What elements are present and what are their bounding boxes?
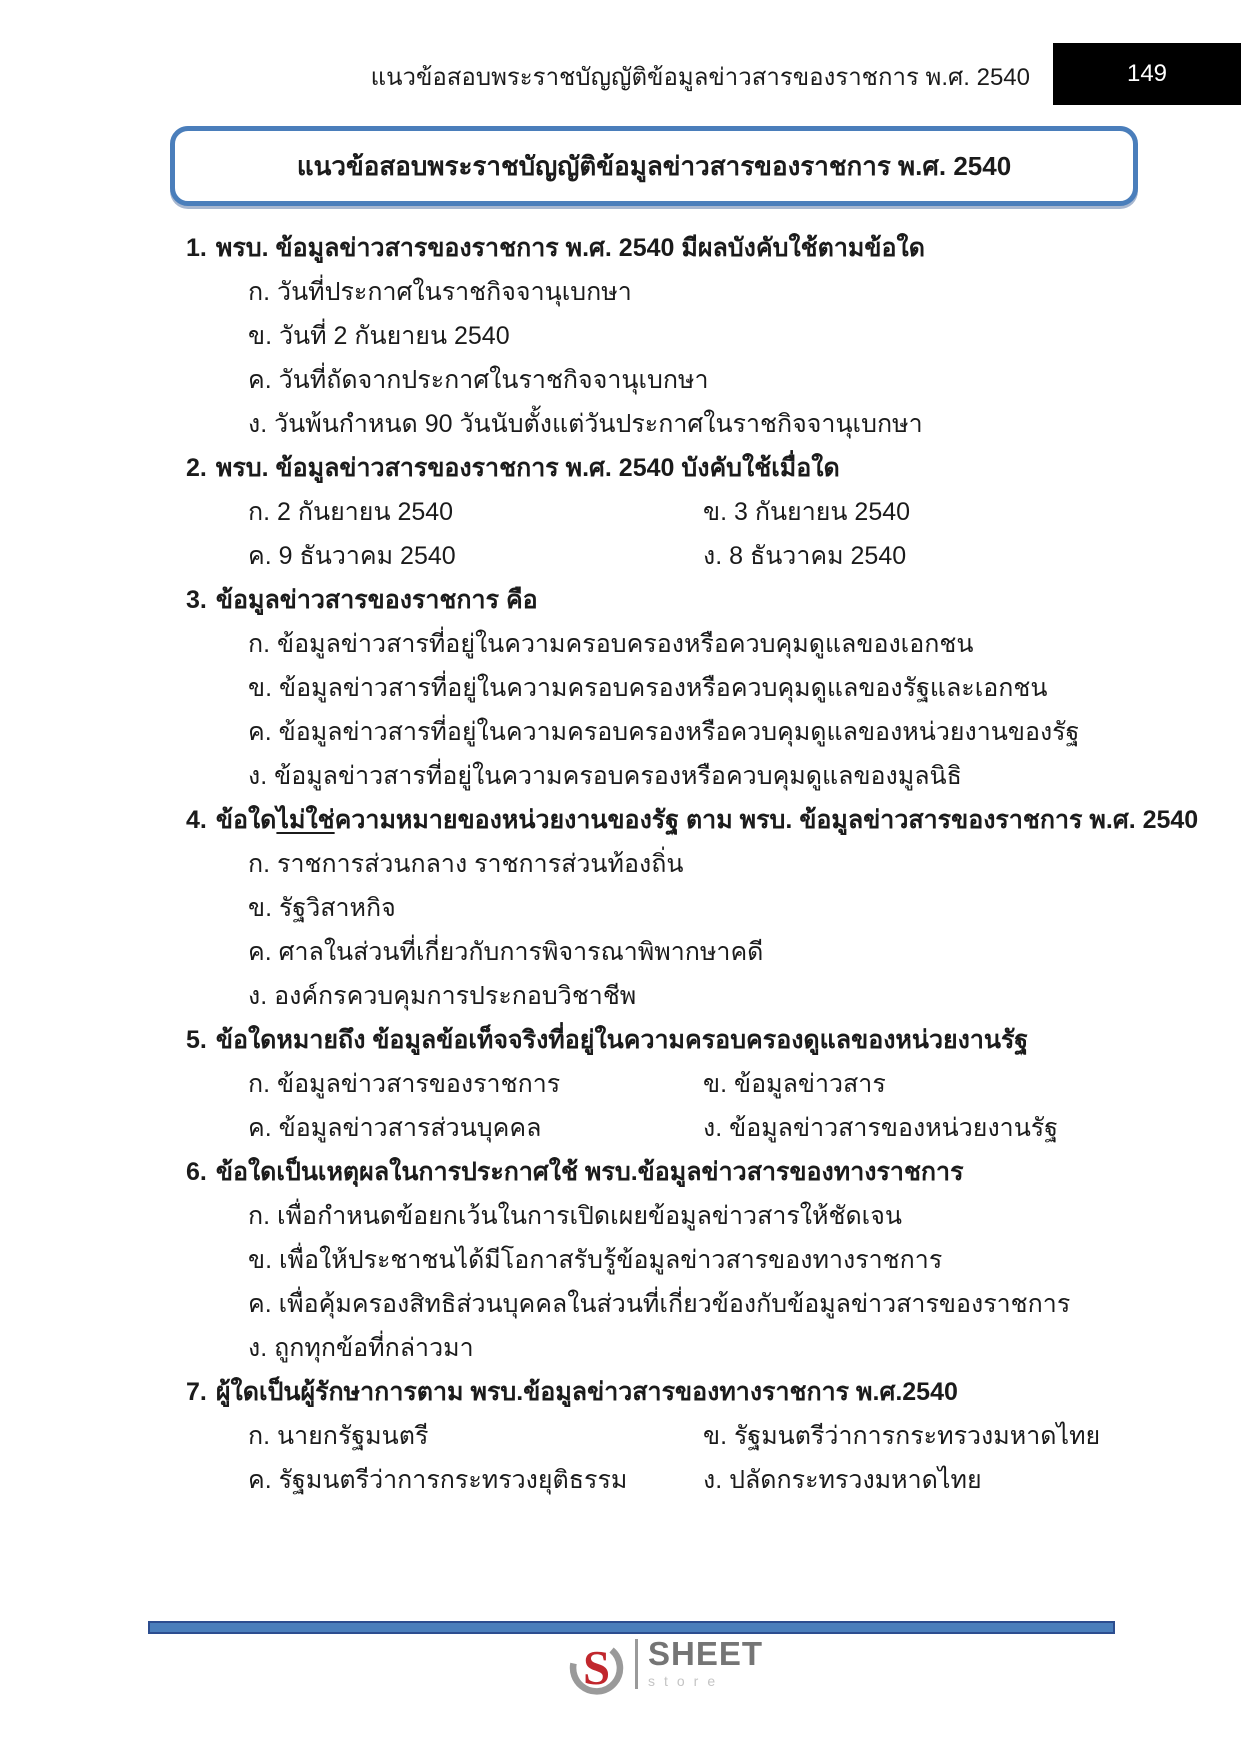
question-number: 2. bbox=[186, 454, 207, 482]
answer-option: ค. วันที่ถัดจากประกาศในราชกิจจานุเบกษา bbox=[248, 366, 709, 394]
question-number: 3. bbox=[186, 586, 207, 614]
question-7 bbox=[186, 1370, 1136, 1502]
question-title: พรบ. ข้อมูลข่าวสารของราชการ พ.ศ. 2540 มีผลบังคับใช้ตามข้อใด bbox=[215, 234, 925, 262]
question-text-underlined: ไม่ใช่ bbox=[276, 806, 335, 834]
question-text bbox=[186, 446, 1136, 490]
question-2 bbox=[186, 446, 1136, 578]
question-number: 5. bbox=[186, 1026, 207, 1054]
logo-letter-s: S bbox=[582, 1640, 611, 1695]
answer-option: ข. วันที่ 2 กันยายน 2540 bbox=[248, 322, 510, 350]
question-number: 7. bbox=[186, 1378, 207, 1406]
logo-divider bbox=[635, 1639, 638, 1689]
answer-option-row bbox=[186, 1458, 1136, 1502]
answer-option: ก. 2 กันยายน 2540 bbox=[248, 498, 454, 526]
answer-option: ก. ข้อมูลข่าวสารที่อยู่ในความครอบครองหรือควบคุมดูแลของเอกชน bbox=[248, 630, 974, 658]
answer-option: ก. ราชการส่วนกลาง ราชการส่วนท้องถิ่น bbox=[248, 850, 684, 878]
question-title: ข้อใดเป็นเหตุผลในการประกาศใช้ พรบ.ข้อมูลข่าวสารของทางราชการ bbox=[215, 1158, 964, 1186]
answer-option: ค. ข้อมูลข่าวสารที่อยู่ในความครอบครองหรือควบคุมดูแลของหน่วยงานของรัฐ bbox=[248, 718, 1080, 746]
title-box bbox=[170, 126, 1138, 206]
sheet-store-logo-icon bbox=[568, 1637, 625, 1697]
question-title: ข้อมูลข่าวสารของราชการ คือ bbox=[215, 586, 538, 614]
question-text bbox=[186, 226, 1136, 270]
answer-option: ง. ถูกทุกข้อที่กล่าวมา bbox=[248, 1334, 474, 1362]
question-6 bbox=[186, 1150, 1136, 1370]
answer-option-row bbox=[186, 534, 1136, 578]
answer-option: ก. เพื่อกำหนดข้อยกเว้นในการเปิดเผยข้อมูลข่าวสารให้ชัดเจน bbox=[248, 1202, 902, 1230]
answer-option: ง. 8 ธันวาคม 2540 bbox=[703, 542, 907, 570]
question-4 bbox=[186, 798, 1199, 1018]
question-number: 6. bbox=[186, 1158, 207, 1186]
question-text bbox=[186, 798, 1199, 842]
answer-option: ค. ศาลในส่วนที่เกี่ยวกับการพิจารณาพิพากษาคดี bbox=[248, 938, 764, 966]
logo-name: SHEET bbox=[648, 1635, 764, 1672]
answer-option: ค. ข้อมูลข่าวสารส่วนบุคคล bbox=[248, 1114, 542, 1142]
logo-subtitle: store bbox=[648, 1673, 725, 1689]
answer-option: ง. ข้อมูลข่าวสารที่อยู่ในความครอบครองหรือควบคุมดูแลของมูลนิธิ bbox=[248, 762, 962, 790]
answer-option: ข. เพื่อให้ประชาชนได้มีโอกาสรับรู้ข้อมูลข่าวสารของทางราชการ bbox=[248, 1246, 943, 1274]
footer-divider-bar bbox=[148, 1621, 1115, 1634]
questions-list bbox=[186, 226, 1199, 1502]
sheet-store-logo bbox=[568, 1637, 763, 1697]
page-number-box bbox=[1053, 43, 1241, 105]
question-number: 4. bbox=[186, 806, 207, 834]
answer-option: ข. รัฐมนตรีว่าการกระทรวงมหาดไทย bbox=[703, 1422, 1101, 1450]
answer-option: ง. องค์กรควบคุมการประกอบวิชาชีพ bbox=[248, 982, 637, 1010]
question-text bbox=[186, 1018, 1136, 1062]
answer-option: ง. วันพ้นกำหนด 90 วันนับตั้งแต่วันประกาศในราชกิจจานุเบกษา bbox=[248, 410, 923, 438]
question-number: 1. bbox=[186, 234, 207, 262]
question-title bbox=[216, 806, 1198, 834]
question-text bbox=[186, 578, 1136, 622]
answer-option: ก. นายกรัฐมนตรี bbox=[248, 1422, 429, 1450]
page-number: 149 bbox=[1126, 60, 1168, 87]
question-text bbox=[186, 1370, 1136, 1414]
answer-option-row bbox=[186, 1106, 1136, 1150]
question-5 bbox=[186, 1018, 1136, 1150]
answer-option: ง. ข้อมูลข่าวสารของหน่วยงานรัฐ bbox=[703, 1114, 1059, 1142]
answer-option: ก. วันที่ประกาศในราชกิจจานุเบกษา bbox=[248, 278, 632, 306]
logo-text bbox=[648, 1637, 763, 1688]
answer-option: ง. ปลัดกระทรวงมหาดไทย bbox=[703, 1466, 982, 1494]
answer-option: ค. รัฐมนตรีว่าการกระทรวงยุติธรรม bbox=[248, 1466, 628, 1494]
question-title: พรบ. ข้อมูลข่าวสารของราชการ พ.ศ. 2540 บังคับใช้เมื่อใด bbox=[215, 454, 840, 482]
answer-option: ข. รัฐวิสาหกิจ bbox=[248, 894, 396, 922]
answer-option: ข. ข้อมูลข่าวสาร bbox=[703, 1070, 886, 1098]
question-text bbox=[186, 1150, 1136, 1194]
answer-option-row bbox=[186, 490, 1136, 534]
answer-option: ข. ข้อมูลข่าวสารที่อยู่ในความครอบครองหรือควบคุมดูแลของรัฐและเอกชน bbox=[248, 674, 1048, 702]
question-title: ข้อใดหมายถึง ข้อมูลข้อเท็จจริงที่อยู่ในความครอบครองดูแลของหน่วยงานรัฐ bbox=[215, 1026, 1029, 1054]
answer-option: ข. 3 กันยายน 2540 bbox=[703, 498, 911, 526]
question-text-suffix: ความหมายของหน่วยงานของรัฐ ตาม พรบ. ข้อมูลข่าวสารของราชการ พ.ศ. 2540 bbox=[334, 806, 1199, 834]
answer-option: ค. เพื่อคุ้มครองสิทธิส่วนบุคคลในส่วนที่เกี่ยวข้องกับข้อมูลข่าวสารของราชการ bbox=[248, 1290, 1071, 1318]
answer-option: ค. 9 ธันวาคม 2540 bbox=[248, 542, 456, 570]
answer-option-row bbox=[186, 1414, 1136, 1458]
question-1 bbox=[186, 226, 1136, 446]
running-head: แนวข้อสอบพระราชบัญญัติข้อมูลข่าวสารของราชการ พ.ศ. 2540 bbox=[370, 64, 1030, 91]
question-title: ผู้ใดเป็นผู้รักษาการตาม พรบ.ข้อมูลข่าวสารของทางราชการ พ.ศ.2540 bbox=[215, 1378, 958, 1406]
question-text-prefix: ข้อใด bbox=[215, 806, 277, 834]
answer-option: ก. ข้อมูลข่าวสารของราชการ bbox=[248, 1070, 561, 1098]
question-3 bbox=[186, 578, 1136, 798]
answer-option-row bbox=[186, 1062, 1136, 1106]
page-title: แนวข้อสอบพระราชบัญญัติข้อมูลข่าวสารของราชการ พ.ศ. 2540 bbox=[296, 150, 1012, 181]
